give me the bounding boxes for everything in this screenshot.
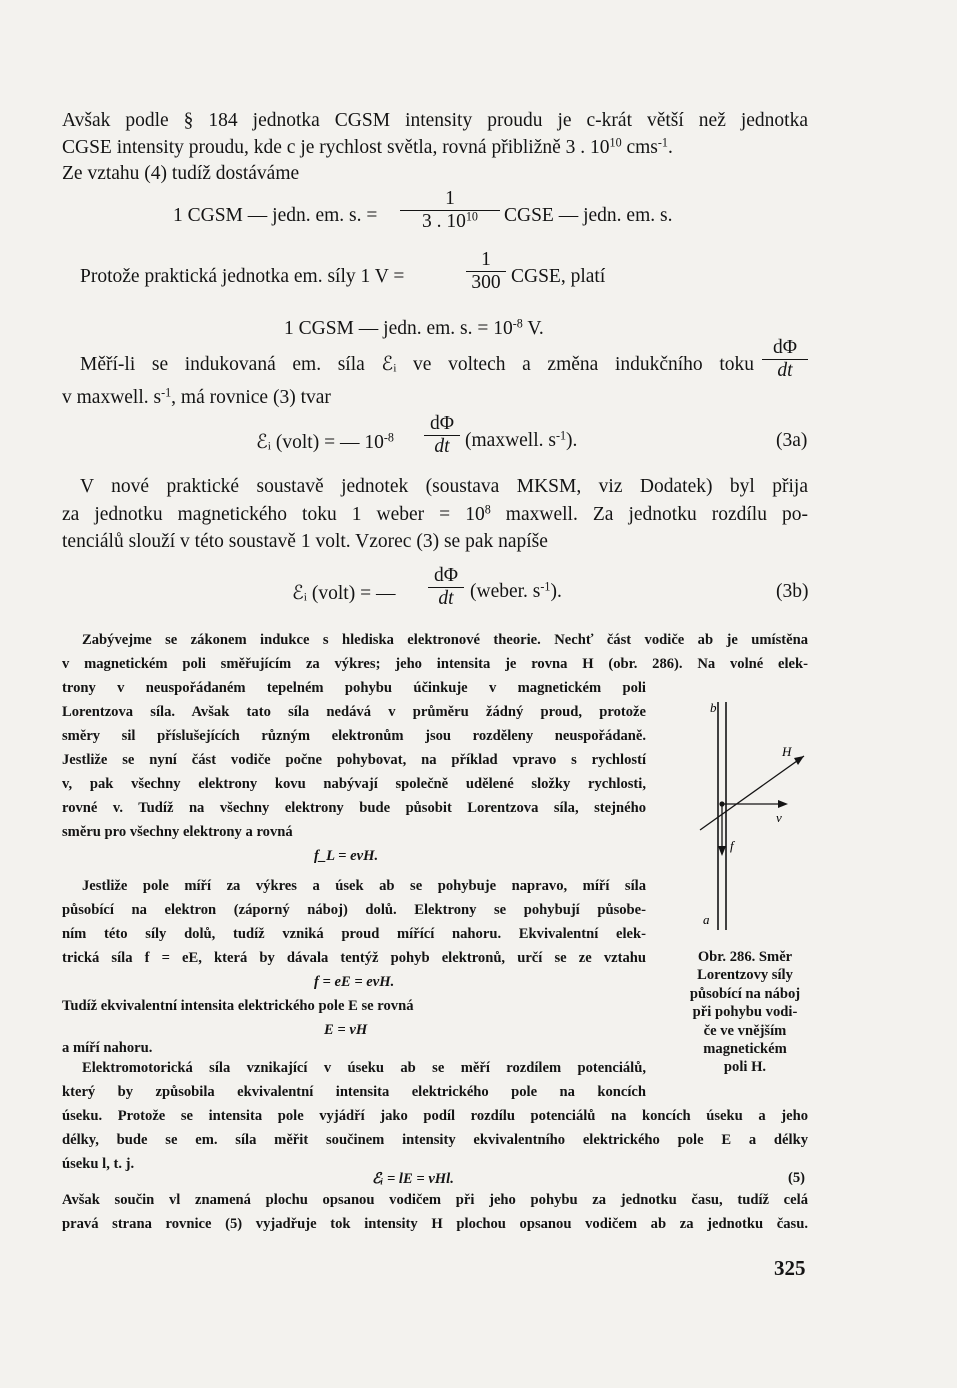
small-text-line: Lorentzova síla. Avšak tato síla nedává v průměru žádný proud, protože (62, 704, 646, 720)
text-line: CGSE, platí (511, 266, 606, 287)
small-text-line: a míří nahoru. (62, 1040, 153, 1056)
small-text-line: rovné v. Tudíž na všechny elektrony bude působit Lorentzova síla, stejného (62, 800, 646, 816)
small-text-line: Tudíž ekvivalentní intensita elektrického pole E se rovná (62, 998, 414, 1014)
equation-3b-fraction: dΦ dt (428, 565, 464, 610)
small-text-line: Zabývejme se zákonem indukce s hlediska elektronové theorie. Nechť část vodiče ab je umístěna (82, 632, 808, 648)
figure-286-diagram (690, 690, 830, 940)
small-text-line: ním této síly dolů, tudíž vzniká proud mířící nahoru. Ekvivalentní elek- (62, 926, 646, 942)
text-line: za jednotku magnetického toku 1 weber = $10^8$ maxwell. Za jednotku rozdílu po- (62, 502, 808, 525)
figure-label-b: b (710, 700, 717, 715)
equation-5-tag: (5) (788, 1170, 806, 1186)
equation-3a-right: (maxwell. $s^{-1}$). (465, 428, 578, 451)
small-text-line: Elektromotorická síla vznikající v úseku ab se měří rozdílem potenciálů, (82, 1060, 646, 1076)
equation-3a-left: ℰᵢ (volt) = — $10^{-8}$ (256, 430, 394, 453)
equation-1-left: 1 CGSM — jedn. em. s. = (173, 205, 378, 226)
small-text-line: který by způsobila ekvivalentní intensita elektrického pole na koncích (62, 1084, 646, 1100)
equation-3b-left: ℰᵢ (volt) = — (292, 583, 396, 604)
velocity-v-arrowhead (778, 800, 788, 808)
field-H-arrow (700, 756, 804, 830)
small-text-line: Jestliže se nyní část vodiče počne pohybovat, na příklad vpravo s rychlostí (62, 752, 646, 768)
equation-5: ℰᵢ = lE = vHl. (372, 1171, 454, 1187)
small-text-line: působící na elektron (záporný náboj) dolů. Elektrony se pohybují působe- (62, 902, 646, 918)
text-line: V nové praktické soustavě jednotek (soustava MKSM, viz Dodatek) byl přija (80, 476, 808, 497)
figure-label-f: f (730, 838, 734, 853)
figure-label-a: a (703, 912, 710, 927)
equation-lorentz: f_L = evH. (314, 848, 379, 864)
equation-3b-tag: (3b) (776, 581, 809, 602)
equation-force: f = eE = evH. (314, 974, 395, 990)
text-line: tenciálů slouží v této soustavě 1 volt. Vzorec (3) se pak napíše (62, 531, 548, 552)
fraction-1-300: 1 300 (466, 249, 506, 294)
small-text-line: trony v neuspořádaném tepelném pohybu účinkuje v magnetickém poli (62, 680, 646, 696)
text-line: v maxwell. $s^{-1}$, má rovnice (3) tvar (62, 385, 331, 408)
small-text-line: Jestliže pole míří za výkres a úsek ab se pohybuje napravo, míří síla (82, 878, 646, 894)
text-line: Avšak podle § 184 jednotka CGSM intensity proudu je c-krát větší než jednotka (62, 110, 808, 131)
force-f-arrowhead (718, 846, 726, 856)
equation-1-fraction: 1 3 . $10^{10}$ (400, 188, 500, 233)
figure-label-H: H (782, 744, 792, 759)
small-text-line: délky, bude se em. síla měřit součinem intensity ekvivalentního elektrického pole E a délky (62, 1132, 808, 1148)
equation-3a-tag: (3a) (776, 430, 808, 451)
electron-charge (719, 801, 724, 806)
text-line: CGSE intensity proudu, kde c je rychlost světla, rovná přibližně 3 . $10^{10}$ cms$^{-1}$. (62, 135, 673, 158)
small-text-line: pravá strana rovnice (5) vyjadřuje tok intensity H plochou opsanou vodičem ab za jednotku času. (62, 1216, 808, 1232)
small-text-line: Avšak součin vl znamená plochu opsanou vodičem při jeho pohybu za jednotku času, tudíž celá (62, 1192, 808, 1208)
equation-field: E = vH (324, 1022, 368, 1038)
figure-label-v: v (776, 810, 782, 825)
equation-3b-right: (weber. $s^{-1}$). (470, 579, 562, 602)
small-text-line: trická síla f = eE, která by dávala tentýž pohyb elektronů, určí se ze vztahu (62, 950, 646, 966)
text-line: Protože praktická jednotka em. síly 1 V = (80, 266, 405, 287)
text-line: Měří-li se indukovaná em. síla ℰᵢ ve voltech a změna indukčního toku (80, 354, 754, 375)
small-text-line: směry sil příslušejících různým elektronům jsou rozděleny neuspořádaně. (62, 728, 646, 744)
small-text-line: úseku l, t. j. (62, 1156, 135, 1172)
small-text-line: úseku. Protože se intensita pole vyjádří jako podíl rozdílu potenciálů na koncích úseku a jeho (62, 1108, 808, 1124)
text-line: Ze vztahu (4) tudíž dostáváme (62, 163, 300, 184)
fraction-dphi-dt: dΦ dt (762, 337, 808, 382)
equation-2: 1 CGSM — jedn. em. s. = $10^{-8}$ V. (284, 316, 544, 339)
page-number: 325 (774, 1256, 806, 1280)
small-text-line: v, pak všechny elektrony kovu nabývají společně udělené složky rychlosti, (62, 776, 646, 792)
small-text-line: směru pro všechny elektrony a rovná (62, 824, 293, 840)
small-text-line: v magnetickém poli směřujícím za výkres; jeho intensita je rovna H (obr. 286). Na volné elek- (62, 656, 808, 672)
equation-3a-fraction: dΦ dt (424, 413, 460, 458)
figure-caption: Obr. 286. Směr Lorentzovy síly působící na náboj při pohybu vodi- če ve vnějším magnetickém poli H. (689, 949, 801, 1076)
field-H-arrowhead (794, 756, 804, 765)
equation-1-right: CGSE — jedn. em. s. (504, 205, 673, 226)
